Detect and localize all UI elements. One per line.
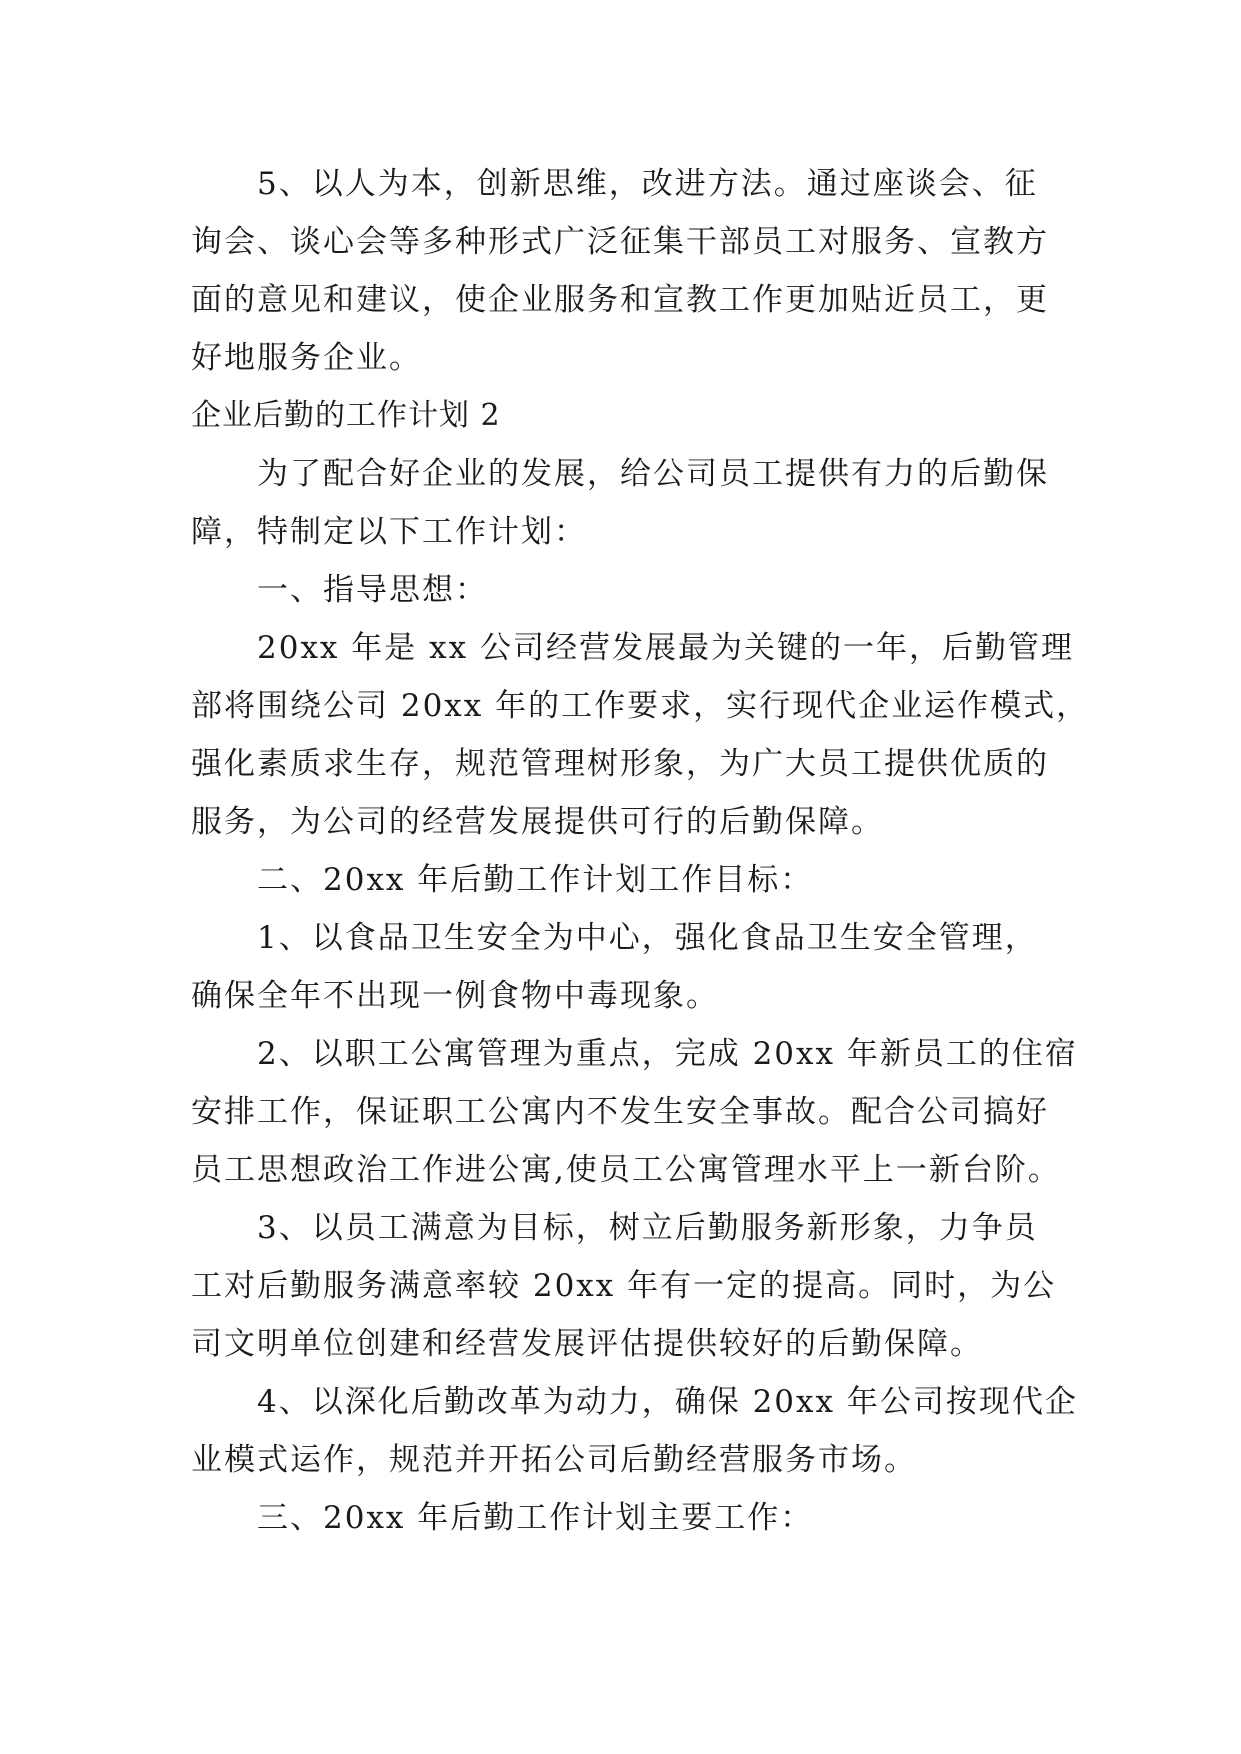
paragraph-line: 2、以职工公寓管理为重点，完成 20xx 年新员工的住宿	[257, 1036, 1078, 1072]
paragraph-line: 强化素质求生存，规范管理树形象，为广大员工提供优质的	[191, 746, 1049, 782]
paragraph-line: 员工思想政治工作进公寓,使员工公寓管理水平上一新台阶。	[191, 1152, 1061, 1188]
paragraph-line: 面的意见和建议，使企业服务和宣教工作更加贴近员工，更	[191, 282, 1049, 318]
subheading-line: 三、20xx 年后勤工作计划主要工作：	[257, 1500, 814, 1536]
paragraph-line: 确保全年不出现一例食物中毒现象。	[191, 978, 719, 1014]
paragraph-line: 安排工作，保证职工公寓内不发生安全事故。配合公司搞好	[191, 1094, 1049, 1130]
paragraph-line: 服务，为公司的经营发展提供可行的后勤保障。	[191, 804, 884, 840]
document-body	[191, 155, 1090, 1547]
subheading-line: 二、20xx 年后勤工作计划工作目标：	[257, 862, 814, 898]
paragraph-line: 20xx 年是 xx 公司经营发展最为关键的一年，后勤管理	[257, 630, 1074, 666]
paragraph-line: 部将围绕公司 20xx 年的工作要求，实行现代企业运作模式，	[191, 688, 1090, 724]
paragraph-line: 障，特制定以下工作计划：	[191, 514, 587, 550]
paragraph-line: 为了配合好企业的发展，给公司员工提供有力的后勤保	[257, 456, 1049, 492]
section-heading: 企业后勤的工作计划 2	[191, 398, 501, 433]
paragraph-line: 5、以人为本，创新思维，改进方法。通过座谈会、征	[257, 166, 1038, 202]
paragraph-line: 好地服务企业。	[191, 340, 422, 376]
paragraph-line: 1、以食品卫生安全为中心，强化食品卫生安全管理，	[257, 920, 1038, 956]
paragraph-line: 3、以员工满意为目标，树立后勤服务新形象，力争员	[257, 1210, 1038, 1246]
paragraph-line: 4、以深化后勤改革为动力，确保 20xx 年公司按现代企	[257, 1384, 1078, 1420]
paragraph-line: 工对后勤服务满意率较 20xx 年有一定的提高。同时，为公	[191, 1268, 1057, 1304]
paragraph-line: 业模式运作，规范并开拓公司后勤经营服务市场。	[191, 1442, 917, 1478]
subheading-line: 一、指导思想：	[257, 572, 488, 608]
paragraph-line: 司文明单位创建和经营发展评估提供较好的后勤保障。	[191, 1326, 983, 1362]
paragraph-line: 询会、谈心会等多种形式广泛征集干部员工对服务、宣教方	[191, 224, 1049, 260]
